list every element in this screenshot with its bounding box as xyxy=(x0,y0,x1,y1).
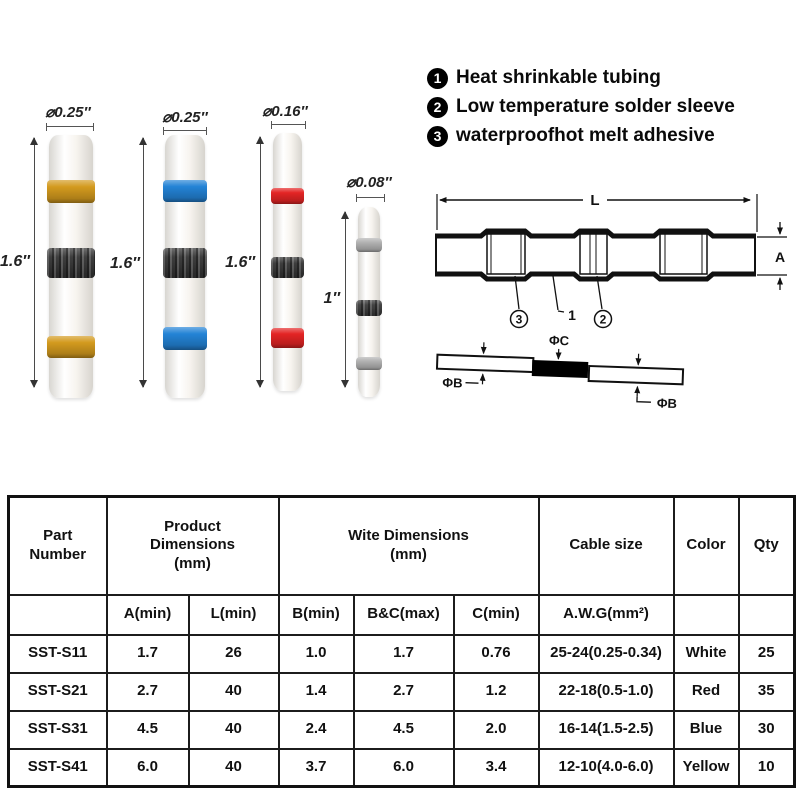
length-dimension xyxy=(437,192,757,232)
tube3-length-label: 1.6″ xyxy=(225,254,255,271)
tube2-diameter-bracket xyxy=(163,127,207,135)
header-part-number: Part Number xyxy=(9,497,107,595)
table-row xyxy=(9,711,795,749)
table-row xyxy=(9,749,795,787)
header-cable-size: Cable size xyxy=(539,497,674,595)
cell-l-min: 40 xyxy=(189,673,279,711)
phi-c-label: ΦC xyxy=(548,332,570,349)
length-dimension-label: L xyxy=(590,192,600,209)
subheader-empty xyxy=(674,595,739,635)
table-row xyxy=(9,635,795,673)
tube1-solder-band xyxy=(47,248,95,278)
tube1-diameter-label: ⌀0.25″ xyxy=(45,104,91,121)
cell-bc-max: 4.5 xyxy=(354,711,454,749)
tube1-length-dimension xyxy=(34,138,35,387)
cell-part: SST-S31 xyxy=(9,711,107,749)
cell-c-min: 2.0 xyxy=(454,711,539,749)
subheader-awg: A.W.G(mm²) xyxy=(539,595,674,635)
subheader-a-min: A(min) xyxy=(107,595,189,635)
legend-item-2 xyxy=(427,96,735,118)
tube4-body xyxy=(358,207,380,397)
phi-b-right-label: ΦB xyxy=(656,395,678,412)
cell-qty: 35 xyxy=(739,673,795,711)
legend-label-3: waterproofhot melt adhesive xyxy=(456,125,715,146)
cell-c-min: 1.2 xyxy=(454,673,539,711)
tube4-length-label: 1″ xyxy=(323,290,340,307)
callout-3-label: 3 xyxy=(515,312,523,327)
cell-b-min: 3.7 xyxy=(279,749,354,787)
cell-part: SST-S41 xyxy=(9,749,107,787)
cell-b-min: 2.4 xyxy=(279,711,354,749)
right-wire xyxy=(589,366,683,384)
spec-table xyxy=(7,495,796,788)
legend-item-1 xyxy=(427,67,735,89)
right-sleeve-section xyxy=(660,234,707,274)
cell-l-min: 26 xyxy=(189,635,279,673)
cell-a-min: 2.7 xyxy=(107,673,189,711)
tube4-diameter-label: ⌀0.08″ xyxy=(346,174,392,191)
tube-illustration-4 xyxy=(320,168,412,408)
diagram-callouts xyxy=(511,276,612,328)
tube4-shrink-band-top xyxy=(356,238,382,252)
cell-color: White xyxy=(674,635,739,673)
tube3-shrink-band-bottom xyxy=(271,328,304,348)
numbered-circle-1-icon: 1 xyxy=(427,68,448,89)
cell-bc-max: 2.7 xyxy=(354,673,454,711)
callout-1-label: 1 xyxy=(568,307,576,323)
legend xyxy=(427,67,735,147)
callout-2-label: 2 xyxy=(599,312,607,327)
table-header-row xyxy=(9,497,795,595)
legend-label-1: Heat shrinkable tubing xyxy=(456,67,661,88)
cell-color: Blue xyxy=(674,711,739,749)
tube4-diameter-bracket xyxy=(356,194,385,202)
wire-splice-diagram xyxy=(436,329,684,412)
tube2-diameter-label: ⌀0.25″ xyxy=(162,109,208,126)
tube1-shrink-band-bottom xyxy=(47,336,95,358)
tube3-diameter-label: ⌀0.16″ xyxy=(262,103,308,120)
cell-b-min: 1.4 xyxy=(279,673,354,711)
table-subheader-row xyxy=(9,595,795,635)
tube2-length-dimension xyxy=(143,138,144,387)
header-wire-dimensions: Wite Dimensions (mm) xyxy=(279,497,539,595)
cell-color: Red xyxy=(674,673,739,711)
cell-a-min: 1.7 xyxy=(107,635,189,673)
table-row xyxy=(9,673,795,711)
tube2-shrink-band-top xyxy=(163,180,207,202)
cell-a-min: 6.0 xyxy=(107,749,189,787)
header-product-dimensions: Product Dimensions (mm) xyxy=(107,497,279,595)
tube-illustration-1 xyxy=(0,95,105,410)
subheader-empty xyxy=(739,595,795,635)
subheader-empty xyxy=(9,595,107,635)
cell-a-min: 4.5 xyxy=(107,711,189,749)
tube4-shrink-band-bottom xyxy=(356,357,382,370)
cell-l-min: 40 xyxy=(189,749,279,787)
tube-illustration-2 xyxy=(110,95,220,410)
cell-part: SST-S21 xyxy=(9,673,107,711)
tube-illustration-3 xyxy=(222,88,318,408)
cell-qty: 25 xyxy=(739,635,795,673)
cell-l-min: 40 xyxy=(189,711,279,749)
tube1-shrink-band-top xyxy=(47,180,95,203)
cell-color: Yellow xyxy=(674,749,739,787)
cell-c-min: 3.4 xyxy=(454,749,539,787)
tube1-diameter-bracket xyxy=(46,123,94,131)
technical-diagram xyxy=(425,180,795,430)
header-color: Color xyxy=(674,497,739,595)
solder-sleeve-section xyxy=(580,234,607,274)
tube4-length-dimension xyxy=(345,212,346,387)
tube2-solder-band xyxy=(163,248,207,278)
tube3-diameter-bracket xyxy=(271,121,306,129)
subheader-bc-max: B&C(max) xyxy=(354,595,454,635)
left-sleeve-section xyxy=(487,234,525,274)
cell-awg: 16-14(1.5-2.5) xyxy=(539,711,674,749)
legend-label-2: Low temperature solder sleeve xyxy=(456,96,735,117)
tube2-body xyxy=(165,135,205,398)
cell-b-min: 1.0 xyxy=(279,635,354,673)
tube4-solder-band xyxy=(356,300,382,316)
cell-bc-max: 6.0 xyxy=(354,749,454,787)
subheader-l-min: L(min) xyxy=(189,595,279,635)
cell-awg: 12-10(4.0-6.0) xyxy=(539,749,674,787)
cell-awg: 25-24(0.25-0.34) xyxy=(539,635,674,673)
a-dimension xyxy=(757,222,787,290)
cell-c-min: 0.76 xyxy=(454,635,539,673)
cell-qty: 10 xyxy=(739,749,795,787)
a-dimension-label: A xyxy=(774,249,786,265)
header-qty: Qty xyxy=(739,497,795,595)
solder-joint xyxy=(532,360,589,378)
cell-part: SST-S11 xyxy=(9,635,107,673)
numbered-circle-3-icon: 3 xyxy=(427,126,448,147)
tube1-length-label: 1.6″ xyxy=(0,253,30,270)
tube3-solder-band xyxy=(271,257,304,278)
tube3-shrink-band-top xyxy=(271,188,304,204)
cell-qty: 30 xyxy=(739,711,795,749)
cell-awg: 22-18(0.5-1.0) xyxy=(539,673,674,711)
left-wire xyxy=(437,355,533,372)
tube2-length-label: 1.6″ xyxy=(110,255,140,272)
tube1-body xyxy=(49,135,93,398)
tube3-body xyxy=(273,133,302,391)
numbered-circle-2-icon: 2 xyxy=(427,97,448,118)
subheader-b-min: B(min) xyxy=(279,595,354,635)
subheader-c-min: C(min) xyxy=(454,595,539,635)
phi-b-left-label: ΦB xyxy=(442,374,463,391)
connector-body xyxy=(435,231,756,279)
cell-bc-max: 1.7 xyxy=(354,635,454,673)
tube3-length-dimension xyxy=(260,137,261,387)
legend-item-3 xyxy=(427,125,735,147)
tube2-shrink-band-bottom xyxy=(163,327,207,350)
